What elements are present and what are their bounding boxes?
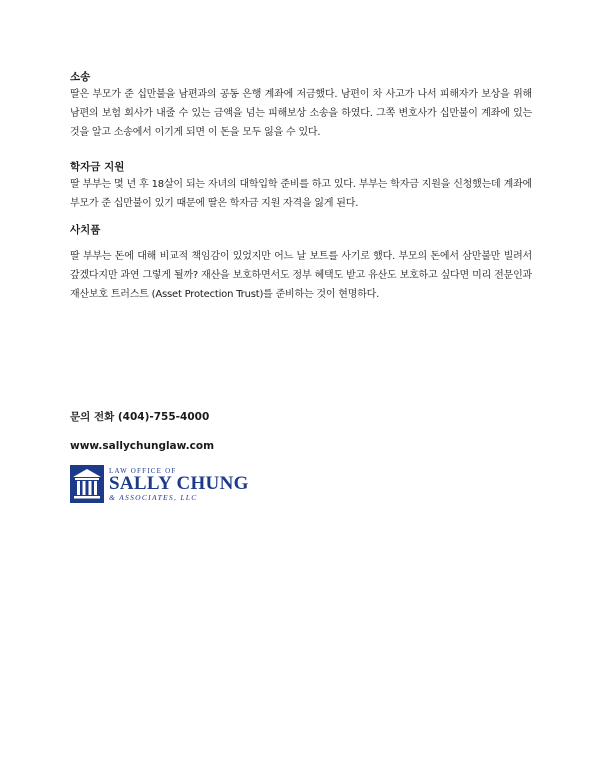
section-heading: 소송	[70, 71, 91, 83]
logo-line-2: SALLY CHUNG	[109, 472, 249, 494]
logo-line-3: & ASSOCIATES, LLC	[109, 492, 198, 502]
section-financial-aid	[70, 160, 532, 213]
website-link[interactable]: www.sallychunglaw.com	[70, 440, 215, 452]
courthouse-icon	[70, 465, 104, 503]
section-luxury	[70, 223, 532, 304]
article-body	[70, 70, 532, 322]
section-lawsuit	[70, 70, 532, 142]
contact-block	[70, 409, 214, 452]
firm-logo	[70, 465, 249, 503]
logo-line-1: LAW OFFICE OF	[109, 466, 177, 475]
logo-wordmark	[109, 467, 249, 502]
phone-number: 문의 전화 (404)-755-4000	[70, 411, 210, 423]
section-heading: 사치품	[70, 224, 101, 236]
section-paragraph: 딸 부부는 돈에 대해 비교적 책임감이 있었지만 어느 날 보트를 사기로 했다. 부모의 돈에서 삼만불만 빌려서 갚겠다지만 과연 그렇게 될까? 재산을 보호하면서도 정부 혜택도 받고 유산도 보호하고 싶다면 미리 전문인과 재산보호 트러스트 (Asset Protection Trust)를 준비하는 것이 현명하다.	[70, 251, 532, 300]
section-paragraph: 딸 부부는 몇 년 후 18살이 되는 자녀의 대학입학 준비를 하고 있다. 부부는 학자금 지원을 신청했는데 계좌에 부모가 준 십만불이 있기 때문에 딸은 학자금 지원 자격을 잃게 된다.	[70, 179, 532, 209]
section-heading: 학자금 지원	[70, 161, 125, 173]
section-paragraph: 딸은 부모가 준 십만불을 남편과의 공동 은행 계좌에 저금했다. 남편이 차 사고가 나서 피해자가 보상을 위해 남편의 보험 회사가 내줄 수 있는 금액을 넘는 피해보상 소송을 하였다. 그쪽 변호사가 십만불이 계좌에 있는 것을 알고 소송에서 이기게 되면 이 돈을 모두 잃을 수 있다.	[70, 89, 532, 138]
